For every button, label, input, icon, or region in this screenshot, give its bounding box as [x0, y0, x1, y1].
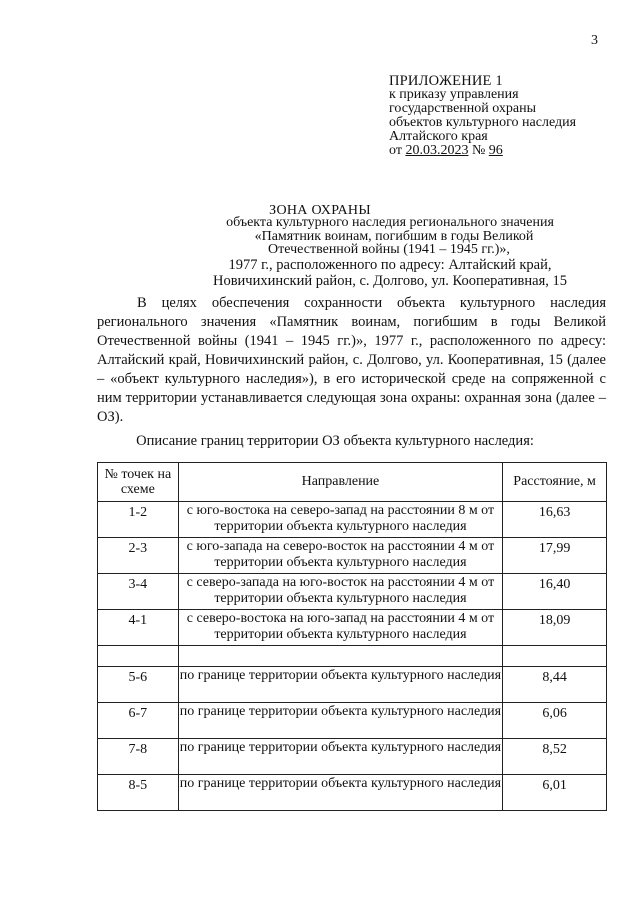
description-line: Отечественной войны (1941 – 1945 гг.)», — [268, 242, 510, 257]
cell-num: 3-4 — [98, 574, 179, 610]
cell-direction: по границе территории объекта культурного наследия — [178, 739, 502, 775]
table-header-row — [98, 463, 607, 502]
body-paragraph: В целях обеспечения сохранности объекта культурного наследия регионального значения «Памятник воинам, погибшим в годы Великой Отечественной войны (1941 – 1945 гг.)», 1977 г., расположенного по адресу: Алтайский край, Новичихинский район, с. Долгово, ул. Кооперативная, 15 (далее – «объект культурного наследия»), в его исторической среде на сопряженной с ним территории устанавливается следующая зона охраны: охранная зона (далее – ОЗ). — [97, 295, 606, 425]
description-line: «Памятник воинам, погибшим в годы Великой — [254, 228, 534, 244]
appendix-date-line — [389, 144, 576, 158]
cell-direction: с северо-запада на юго-восток на расстоянии 4 м от территории объекта культурного наследия — [178, 574, 502, 610]
cell-direction: с северо-востока на юго-запад на расстоянии 4 м от территории объекта культурного наследия — [178, 610, 502, 646]
appendix-title: ПРИЛОЖЕНИЕ 1 — [389, 73, 503, 89]
cell-direction: с юго-запада на северо-восток на расстоянии 4 м от территории объекта культурного наследия — [178, 538, 502, 574]
order-date: 20.03.2023 — [405, 143, 469, 158]
table-row — [98, 775, 607, 811]
date-prefix: от — [389, 143, 406, 158]
cell-direction: по границе территории объекта культурного наследия — [178, 775, 502, 811]
table-row — [98, 538, 607, 574]
cell-num: 8-5 — [98, 775, 179, 811]
description-line: Новичихинский район, с. Долгово, ул. Кооперативная, 15 — [212, 272, 568, 289]
table-spacer-row — [98, 646, 607, 667]
cell-num: 2-3 — [98, 538, 179, 574]
description-line: объекта культурного наследия регионального значения — [226, 215, 554, 230]
cell-direction: по границе территории объекта культурного наследия — [178, 703, 502, 739]
table-row — [98, 703, 607, 739]
table-caption: Описание границ территории ОЗ объекта культурного наследия: — [136, 433, 534, 449]
appendix-line: государственной охраны — [389, 101, 537, 116]
page-number: 3 — [591, 33, 598, 48]
boundaries-table — [97, 462, 607, 811]
cell-distance: 6,06 — [503, 703, 607, 739]
cell-num: 5-6 — [98, 667, 179, 703]
cell-num: 6-7 — [98, 703, 179, 739]
object-description — [0, 216, 640, 290]
cell-distance: 8,44 — [503, 667, 607, 703]
table-row — [98, 574, 607, 610]
zone-title: ЗОНА ОХРАНЫ — [269, 203, 371, 218]
cell-distance: 18,09 — [503, 610, 607, 646]
table-row — [98, 502, 607, 538]
empty-cell — [503, 646, 607, 667]
table-row — [98, 610, 607, 646]
cell-distance: 17,99 — [503, 538, 607, 574]
header-distance: Расстояние, м — [503, 463, 607, 502]
empty-cell — [178, 646, 502, 667]
appendix-line: к приказу управления — [389, 87, 519, 102]
description-line: 1977 г., расположенного по адресу: Алтайский край, — [228, 256, 552, 273]
cell-distance: 16,63 — [503, 502, 607, 538]
table-row — [98, 667, 607, 703]
cell-direction: с юго-востока на северо-запад на расстоянии 8 м от территории объекта культурного наследия — [178, 502, 502, 538]
cell-distance: 6,01 — [503, 775, 607, 811]
cell-direction: по границе территории объекта культурного наследия — [178, 667, 502, 703]
header-num: № точек на схеме — [98, 463, 179, 502]
header-direction: Направление — [178, 463, 502, 502]
appendix-line: объектов культурного наследия — [389, 115, 577, 130]
table-row — [98, 739, 607, 775]
cell-num: 4-1 — [98, 610, 179, 646]
number-prefix: № — [468, 143, 489, 158]
cell-num: 1-2 — [98, 502, 179, 538]
empty-cell — [98, 646, 179, 667]
cell-distance: 16,40 — [503, 574, 607, 610]
cell-num: 7-8 — [98, 739, 179, 775]
appendix-line: Алтайского края — [389, 129, 488, 144]
cell-distance: 8,52 — [503, 739, 607, 775]
order-number: 96 — [488, 143, 503, 158]
appendix-block — [389, 74, 576, 158]
